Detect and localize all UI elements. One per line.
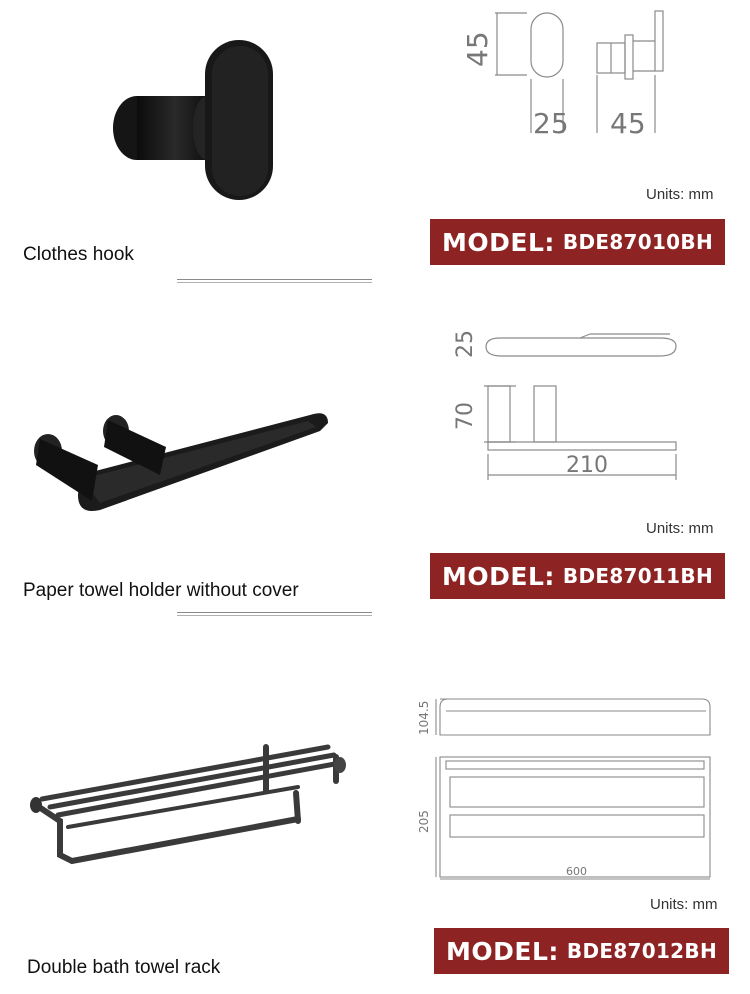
towel-rack-image [28, 735, 348, 865]
model-code: BDE87012BH [566, 939, 717, 963]
clothes-hook-image [95, 30, 295, 210]
model-prefix: MODEL: [442, 561, 555, 591]
units-label: Units: mm [646, 186, 714, 203]
dim-height-top-label: 104.5 [417, 700, 431, 735]
model-banner [434, 928, 729, 974]
dim-width-label: 25 [533, 107, 569, 140]
model-code: BDE87011BH [562, 564, 713, 588]
model-prefix: MODEL: [442, 227, 555, 257]
section-divider [177, 279, 372, 285]
product-section-double-towel-rack [0, 630, 750, 994]
paper-towel-holder-drawing [440, 320, 700, 490]
model-banner [430, 219, 725, 265]
dim-depth-label: 45 [610, 107, 646, 140]
units-label: Units: mm [650, 896, 718, 913]
dim-height-label: 45 [461, 31, 494, 67]
product-section-paper-towel-holder [0, 300, 750, 630]
section-divider [177, 612, 372, 618]
clothes-hook-drawing [455, 5, 695, 145]
product-name: Paper towel holder without cover [23, 580, 299, 601]
dim-depth-label: 205 [417, 810, 431, 833]
product-section-clothes-hook [0, 0, 750, 300]
paper-towel-holder-image [20, 395, 340, 525]
model-banner [430, 553, 725, 599]
dim-depth-label: 25 [453, 330, 478, 358]
product-name: Double bath towel rack [27, 957, 221, 978]
product-name: Clothes hook [23, 244, 134, 265]
dim-length-label: 600 [566, 865, 587, 878]
model-code: BDE87010BH [562, 230, 713, 254]
towel-rack-drawing [410, 685, 720, 885]
units-label: Units: mm [646, 520, 714, 537]
dim-length-label: 210 [566, 453, 608, 478]
model-prefix: MODEL: [446, 936, 559, 966]
dim-height-label: 70 [453, 402, 478, 430]
